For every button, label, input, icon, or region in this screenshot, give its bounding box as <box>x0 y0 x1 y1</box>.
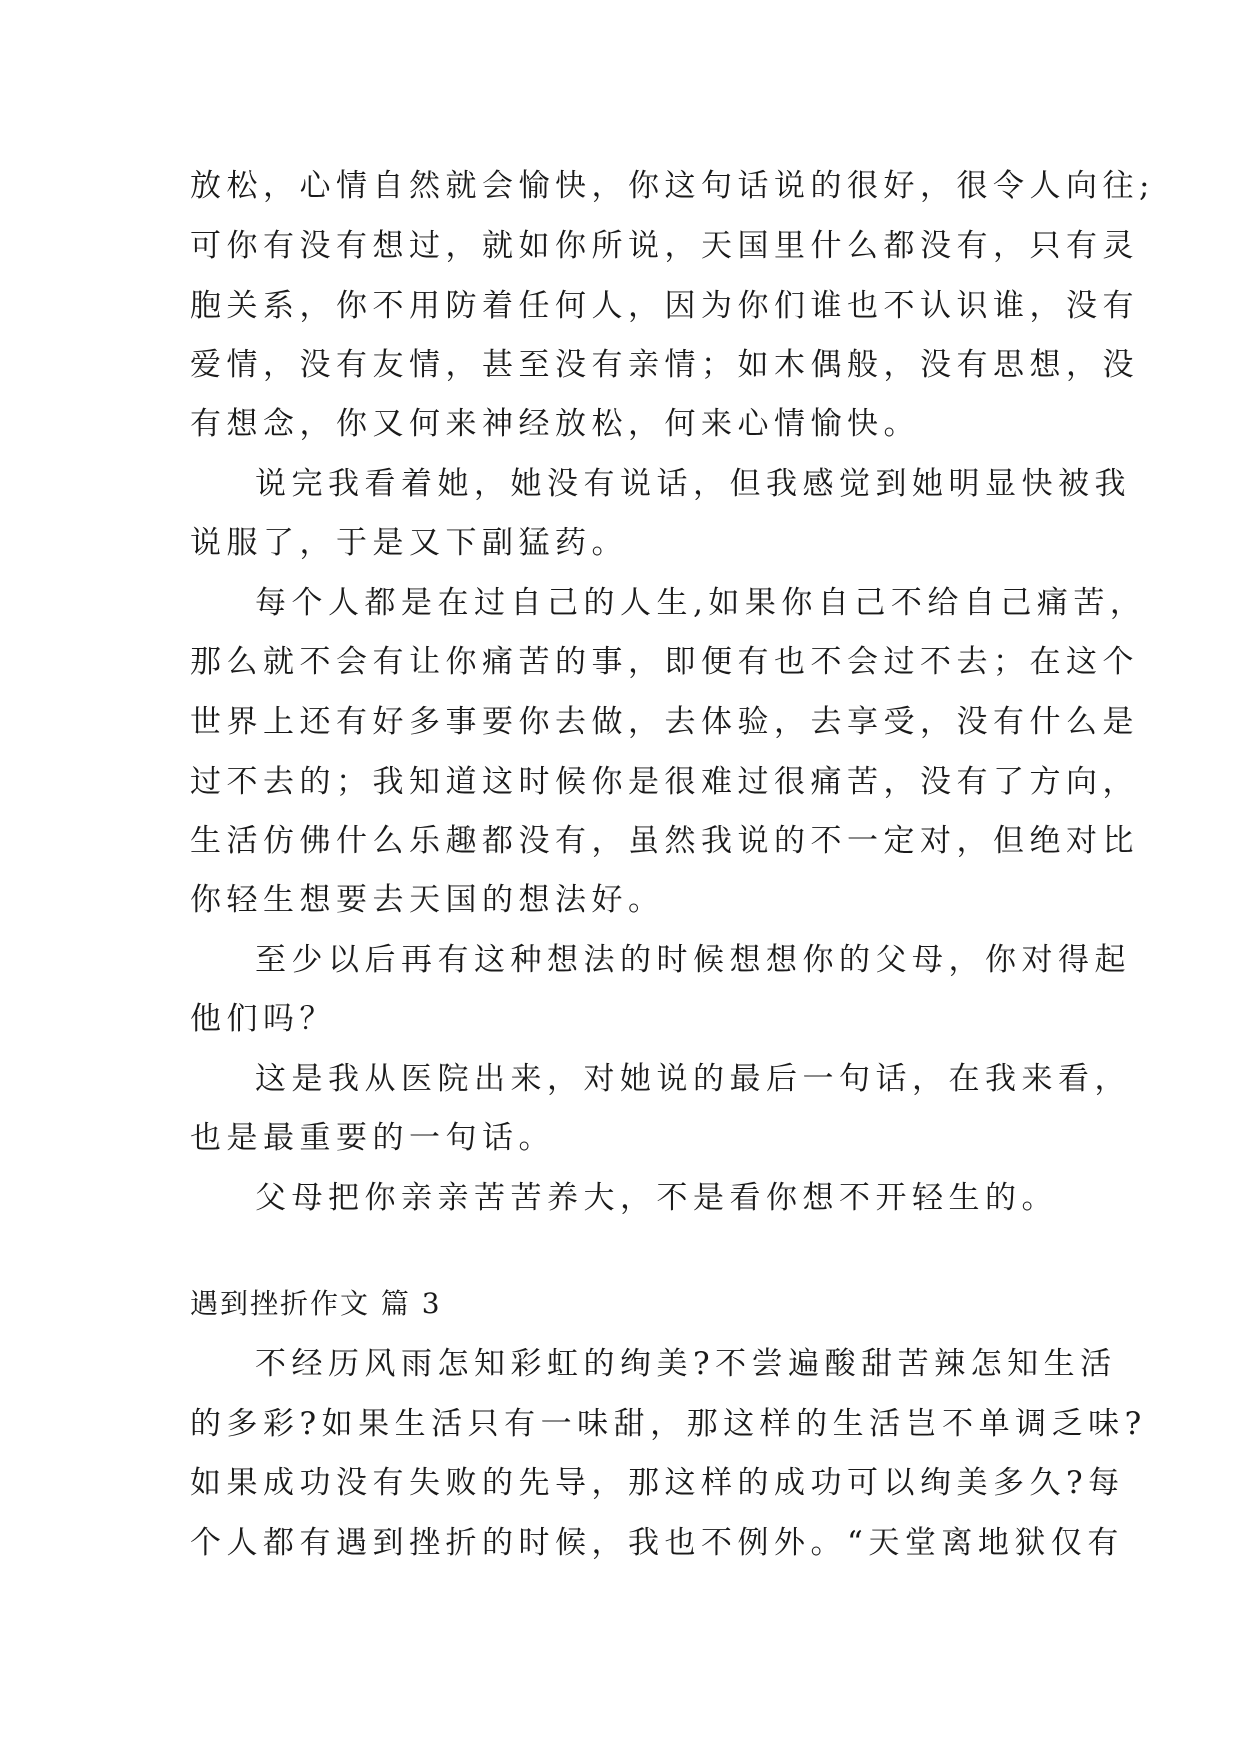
text-line: 有想念，你又何来神经放松，何来心情愉快。 <box>190 406 920 442</box>
paragraph-start-line: 这是我从医院出来，对她说的最后一句话，在我来看， <box>255 1061 1131 1097</box>
paragraph-start-line: 至少以后再有这种想法的时候想想你的父母，你对得起 <box>255 942 1131 978</box>
text-line: 世界上还有好多事要你去做，去体验，去享受，没有什么是 <box>190 704 1139 740</box>
text-line: 他们吗？ <box>190 1001 336 1037</box>
text-line: 说服了，于是又下副猛药。 <box>190 525 628 561</box>
text-line: 个人都有遇到挫折的时候，我也不例外。“天堂离地狱仅有 <box>190 1525 1124 1561</box>
section-heading: 遇到挫折作文 篇 3 <box>190 1287 442 1320</box>
text-line: 如果成功没有失败的先导，那这样的成功可以绚美多久?每 <box>190 1465 1125 1501</box>
text-line: 也是最重要的一句话。 <box>190 1120 555 1156</box>
text-line: 爱情，没有友情，甚至没有亲情；如木偶般，没有思想，没 <box>190 347 1139 383</box>
text-line: 胞关系，你不用防着任何人，因为你们谁也不认识谁，没有 <box>190 288 1139 324</box>
paragraph-start-line: 父母把你亲亲苦苦养大，不是看你想不开轻生的。 <box>255 1180 1058 1216</box>
paragraph-start-line: 不经历风雨怎知彩虹的绚美?不尝遍酸甜苦辣怎知生活 <box>255 1346 1117 1382</box>
text-line: 的多彩?如果生活只有一味甜，那这样的生活岂不单调乏味? <box>190 1406 1147 1442</box>
text-line: 过不去的；我知道这时候你是很难过很痛苦，没有了方向， <box>190 764 1139 800</box>
text-line: 可你有没有想过，就如你所说，天国里什么都没有，只有灵 <box>190 228 1139 264</box>
text-line: 那么就不会有让你痛苦的事，即便有也不会过不去；在这个 <box>190 644 1139 680</box>
paragraph-start-line: 说完我看着她，她没有说话，但我感觉到她明显快被我 <box>255 466 1131 502</box>
text-line: 放松，心情自然就会愉快，你这句话说的很好，很令人向往; <box>190 168 1155 204</box>
text-line: 你轻生想要去天国的想法好。 <box>190 882 665 918</box>
paragraph-start-line: 每个人都是在过自己的人生,如果你自己不给自己痛苦， <box>255 585 1147 621</box>
text-line: 生活仿佛什么乐趣都没有，虽然我说的不一定对，但绝对比 <box>190 823 1139 859</box>
